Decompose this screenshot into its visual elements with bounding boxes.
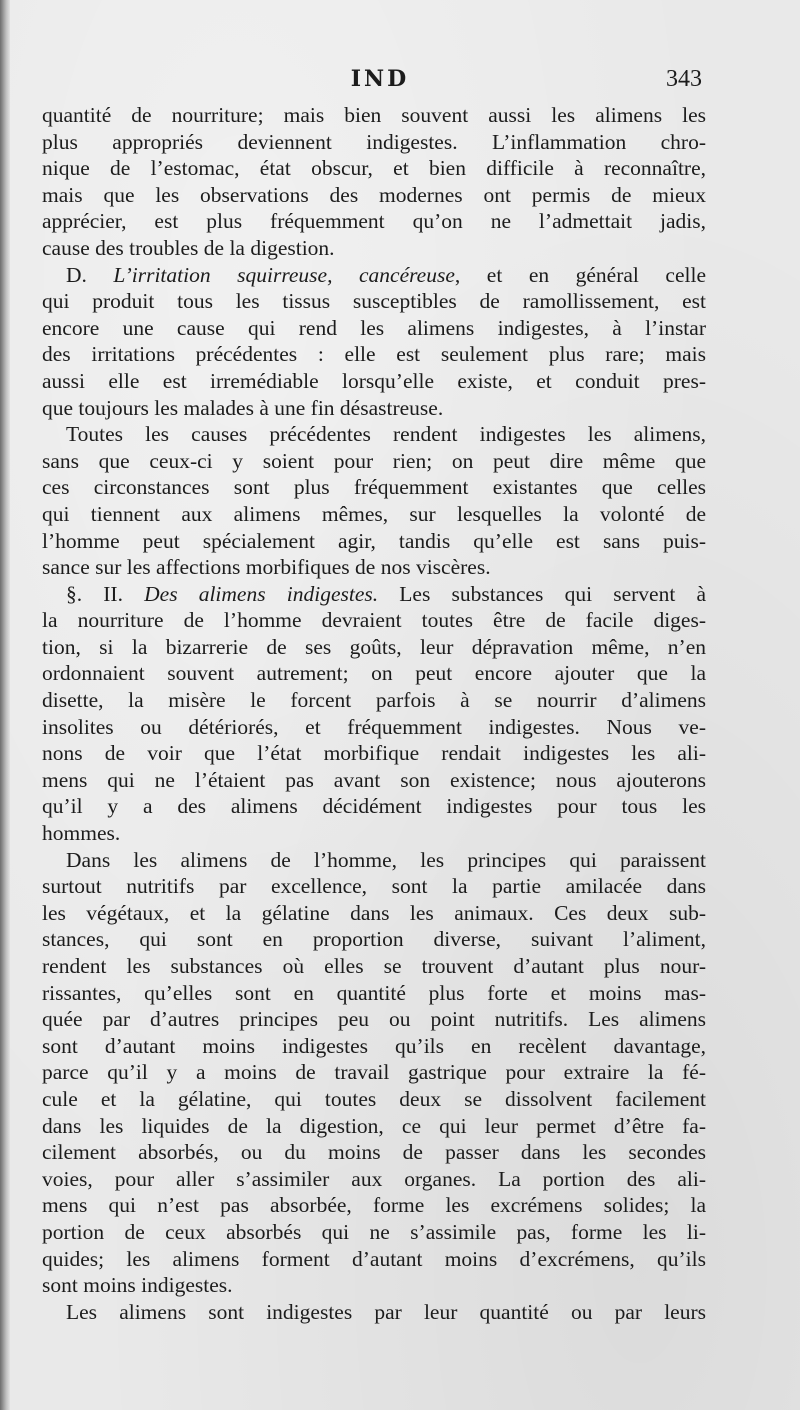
text-line-prefix: §. II. bbox=[66, 581, 145, 606]
text-line: mais que les observations des modernes ont permis de mieux bbox=[42, 182, 706, 207]
running-head: IND bbox=[350, 66, 410, 92]
text-line: voies, pour aller s’assimiler aux organes. La portion des ali- bbox=[42, 1166, 706, 1191]
text-line: dans les liquides de la digestion, ce qui leur permet d’être fa- bbox=[42, 1113, 706, 1138]
text-line: nons de voir que l’état morbifique rendait indigestes les ali- bbox=[42, 741, 706, 766]
text-line: portion de ceux absorbés qui ne s’assimile pas, forme les li- bbox=[42, 1219, 706, 1244]
text-line-suffix: Les substances qui servent à bbox=[378, 581, 706, 606]
text-line: des irritations précédentes : elle est seulement plus rare; mais bbox=[42, 342, 706, 367]
text-line: surtout nutritifs par excellence, sont la partie amilacée dans bbox=[42, 874, 706, 899]
text-line: disette, la misère le forcent parfois à se nourrir d’alimens bbox=[42, 688, 706, 713]
text-line: stances, qui sont en proportion diverse, suivant l’aliment, bbox=[42, 927, 706, 952]
text-line: quantité de nourriture; mais bien souvent aussi les alimens les bbox=[42, 103, 706, 127]
text-line: tion, si la bizarrerie de ses goûts, leur dépravation même, n’en bbox=[42, 634, 706, 659]
text-line: parce qu’il y a moins de travail gastrique pour extraire la fé- bbox=[42, 1060, 706, 1085]
text-line: hommes. bbox=[42, 821, 121, 846]
text-line: sont moins indigestes. bbox=[42, 1273, 233, 1298]
text-line: rendent les substances où elles se trouvent d’autant plus nour- bbox=[42, 954, 706, 978]
text-line: Les alimens sont indigestes par leur quantité ou par leurs bbox=[66, 1299, 706, 1324]
text-line: sont d’autant moins indigestes qu’ils en recèlent davantage, bbox=[42, 1033, 706, 1058]
text-line: qu’il y a des alimens décidément indigestes pour tous les bbox=[42, 794, 706, 819]
text-line: mens qui n’est pas absorbée, forme les excrémens solides; la bbox=[42, 1193, 706, 1218]
text-line: qui produit tous les tissus susceptibles de ramollissement, est bbox=[42, 289, 706, 314]
text-line: mens qui ne l’étaient pas avant son existence; nous ajouterons bbox=[42, 767, 706, 792]
text-line bbox=[42, 581, 706, 608]
page-gutter-shadow bbox=[0, 0, 10, 1410]
page-header bbox=[40, 66, 720, 102]
text-line: aussi elle est irremédiable lorsqu’elle existe, et conduit pres- bbox=[42, 368, 706, 393]
text-line: les végétaux, et la gélatine dans les animaux. Ces deux sub- bbox=[42, 900, 706, 925]
text-line: Toutes les causes précédentes rendent indigestes les alimens, bbox=[66, 422, 706, 447]
text-line: cilement absorbés, ou du moins de passer dans les secondes bbox=[42, 1140, 706, 1165]
text-line: sance sur les affections morbifiques de nos viscères. bbox=[42, 555, 491, 580]
page-number: 343 bbox=[666, 66, 702, 92]
text-line-prefix: D. bbox=[66, 262, 114, 287]
text-line: que toujours les malades à une fin désastreuse. bbox=[42, 395, 444, 420]
text-line bbox=[42, 262, 706, 289]
text-line: qui tiennent aux alimens mêmes, sur lesquelles la volonté de bbox=[42, 501, 706, 526]
text-line: sans que ceux-ci y soient pour rien; on peut dire même que bbox=[42, 448, 706, 473]
text-line: insolites ou détériorés, et fréquemment indigestes. Nous ve- bbox=[42, 714, 706, 739]
text-line: encore une cause qui rend les alimens indigestes, à l’instar bbox=[42, 315, 706, 340]
text-line: apprécier, est plus fréquemment qu’on ne l’admettait jadis, bbox=[42, 209, 706, 234]
body-text bbox=[42, 102, 706, 1325]
text-line: rissantes, qu’elles sont en quantité plus forte et moins mas- bbox=[42, 980, 706, 1005]
text-line-suffix: , et en général celle bbox=[454, 262, 706, 287]
text-line: la nourriture de l’homme devraient toutes être de facile diges- bbox=[42, 608, 706, 633]
text-line: l’homme peut spécialement agir, tandis qu’elle est sans puis- bbox=[42, 528, 706, 553]
text-line: Dans les alimens de l’homme, les principes qui paraissent bbox=[66, 847, 706, 872]
text-line: cule et la gélatine, qui toutes deux se dissolvent facilement bbox=[42, 1086, 706, 1111]
italic-span: L’irritation squirreuse, cancéreuse bbox=[113, 262, 455, 287]
text-line: nique de l’estomac, état obscur, et bien difficile à reconnaître, bbox=[42, 156, 706, 181]
text-line: cause des troubles de la digestion. bbox=[42, 235, 335, 260]
text-line: ordonnaient souvent autrement; on peut encore ajouter que la bbox=[42, 661, 706, 686]
text-line: ces circonstances sont plus fréquemment existantes que celles bbox=[42, 475, 706, 500]
text-line: plus appropriés deviennent indigestes. L’inflammation chro- bbox=[42, 129, 706, 154]
italic-span: Des alimens indigestes. bbox=[144, 581, 379, 606]
text-line: quides; les alimens forment d’autant moins d’excrémens, qu’ils bbox=[42, 1246, 706, 1271]
text-line: quée par d’autres principes peu ou point nutritifs. Les alimens bbox=[42, 1007, 706, 1032]
